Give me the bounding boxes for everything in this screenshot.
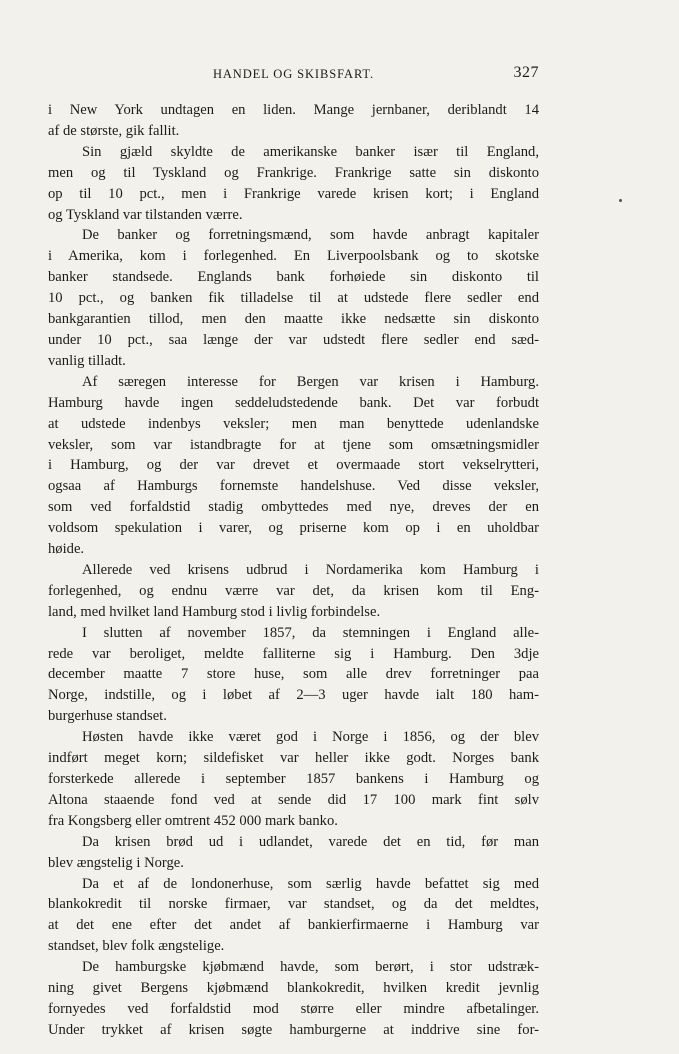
- text-line: af de største, gik fallit.: [48, 122, 180, 139]
- text-line: Da et af de londonerhuse, som særlig havde befattet sig med: [82, 875, 539, 892]
- text-line: forlegenhed, og endnu værre var det, da krisen kom til Eng-: [48, 582, 539, 599]
- text-line: fornyedes ved forfaldstid mod større eller mindre afbetalinger.: [48, 1000, 539, 1017]
- text-line: land, med hvilket land Hamburg stod i livlig forbindelse.: [48, 603, 381, 620]
- text-line: blankokredit til norske firmaer, var standset, og da det meldtes,: [48, 896, 539, 913]
- text-line: at det ene efter det andet af bankierfirmaerne i Hamburg var: [48, 917, 539, 934]
- text-line: rede var beroliget, meldte falliterne sig i Hamburg. Den 3dje: [48, 645, 539, 662]
- text-line: ning givet Bergens kjøbmænd blankokredit, hvilken kredit jevnlig: [48, 980, 539, 997]
- text-line: Høsten havde ikke været god i Norge i 1856, og der blev: [82, 729, 539, 746]
- text-line: voldsom spekulation i varer, og priserne kom op i en uholdbar: [48, 520, 539, 537]
- text-line: og Tyskland var tilstanden værre.: [48, 206, 243, 223]
- text-line: De banker og forretningsmænd, som havde anbragt kapitaler: [82, 227, 539, 244]
- text-line: veksler, som var istandbragte for at tjene som omsætningsmidler: [48, 436, 539, 453]
- text-line: standset, blev folk ængstelige.: [48, 938, 225, 955]
- text-line: i Hamburg, og der var drevet et overmaade stort vekselrytteri,: [48, 457, 539, 474]
- text-line: som ved forfaldstid stadig ombyttedes med nye, dreves der en: [48, 499, 539, 516]
- text-line: at udstede indenbys veksler; men man benyttede udenlandske: [48, 415, 539, 432]
- text-line: Altona staaende fond ved at sende did 17 100 mark fint sølv: [48, 791, 539, 808]
- text-line: december maatte 7 store huse, som alle drev forretninger paa: [48, 666, 539, 683]
- text-line: burgerhuse standset.: [48, 708, 167, 725]
- text-line: Da krisen brød ud i udlandet, varede det en tid, før man: [82, 833, 539, 850]
- body-text: [48, 100, 539, 1041]
- running-title: HANDEL OG SKIBSFART.: [212, 67, 375, 81]
- page-number: 327: [513, 64, 539, 81]
- text-line: høide.: [48, 541, 85, 558]
- text-line: vanlig tilladt.: [48, 352, 126, 369]
- text-line: I slutten af november 1857, da stemningen i England alle-: [82, 624, 539, 641]
- text-line: Allerede ved krisens udbrud i Nordamerika kom Hamburg i: [82, 561, 539, 578]
- text-line: i New York undtagen en liden. Mange jernbaner, deriblandt 14: [48, 102, 539, 118]
- text-line: Af særegen interesse for Bergen var krisen i Hamburg.: [82, 373, 539, 390]
- text-line: forsterkede allerede i september 1857 bankens i Hamburg og: [48, 771, 539, 787]
- text-line: op til 10 pct., men i Frankrige varede krisen kort; i England: [48, 185, 539, 202]
- text-line: ogsaa af Hamburgs fornemste handelshuse. Ved disse veksler,: [48, 478, 539, 495]
- text-line: bankgarantien tillod, men den maatte ikke nedsætte sin diskonto: [48, 311, 539, 328]
- text-line: banker standsede. Englands bank forhøiede sin diskonto til: [48, 269, 539, 286]
- text-line: fra Kongsberg eller omtrent 452 000 mark banko.: [48, 812, 338, 829]
- text-line: under 10 pct., saa længe der var udstedt flere sedler end sæd-: [48, 331, 539, 348]
- text-line: Sin gjæld skyldte de amerikanske banker især til England,: [82, 143, 539, 160]
- text-line: Norge, indstille, og i løbet af 2—3 uger havde ialt 180 ham-: [48, 687, 539, 704]
- text-line: indført meget korn; sildefisket var heller ikke godt. Norges bank: [48, 750, 539, 767]
- text-line: 10 pct., og banken fik tilladelse til at udstede flere sedler end: [48, 290, 539, 307]
- running-head: [48, 64, 539, 86]
- text-line: Under trykket af krisen søgte hamburgerne at inddrive sine for-: [48, 1021, 539, 1038]
- print-speck: [619, 199, 622, 202]
- text-line: Hamburg havde ingen seddeludstedende bank. Det var forbudt: [48, 394, 539, 411]
- text-line: De hamburgske kjøbmænd havde, som berørt, i stor udstræk-: [82, 959, 539, 976]
- text-line: blev ængstelig i Norge.: [48, 854, 184, 871]
- text-line: i Amerika, kom i forlegenhed. En Liverpoolsbank og to skotske: [48, 248, 539, 265]
- text-line: men og til Tyskland og Frankrige. Frankrige satte sin diskonto: [48, 164, 539, 181]
